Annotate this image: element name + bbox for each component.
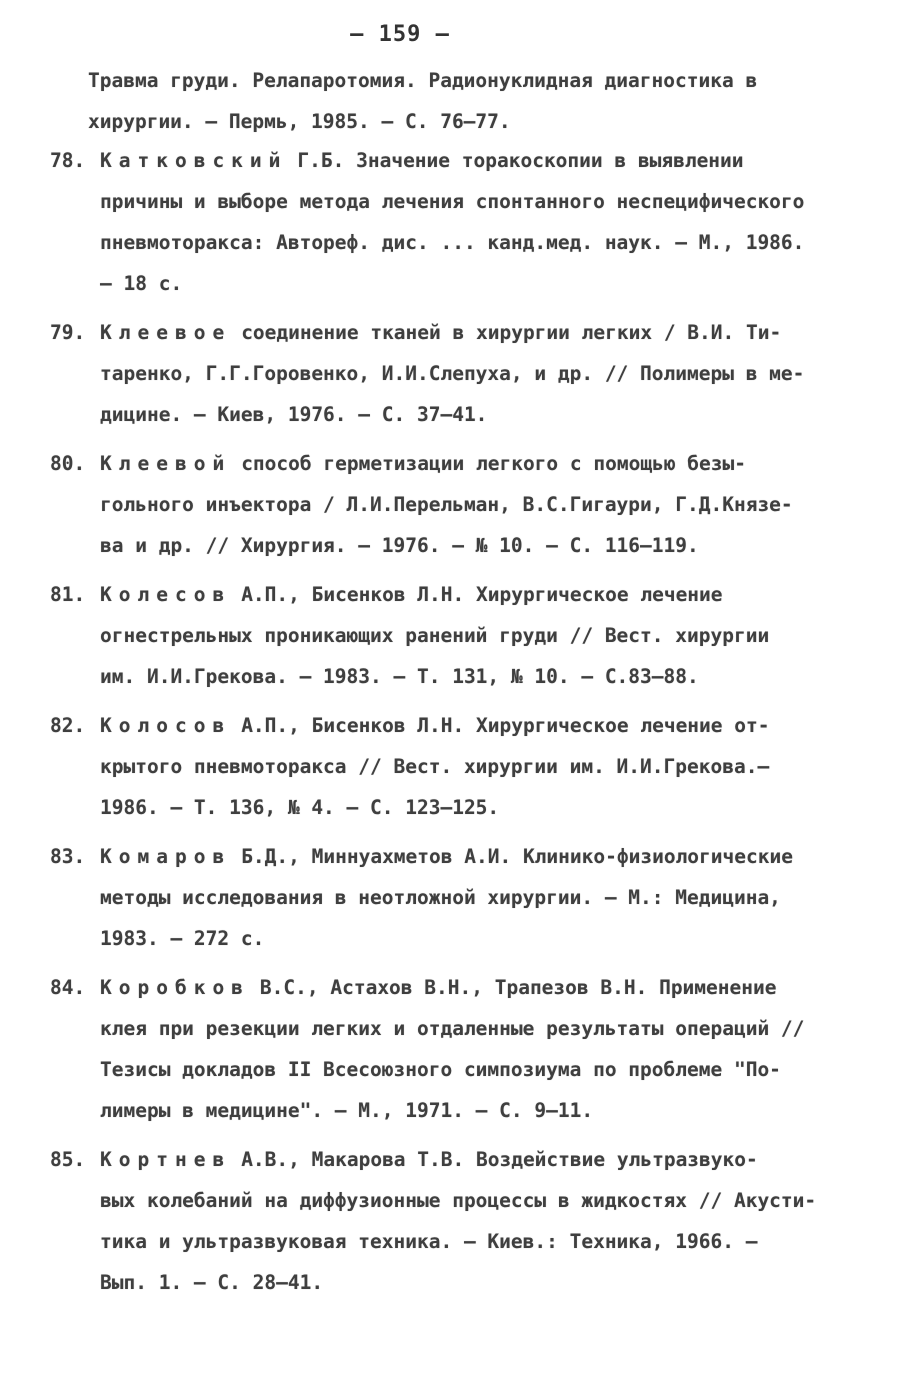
bibliography-entry xyxy=(50,705,880,828)
entry-text: способ герметизации легкого с помощью безы- xyxy=(241,452,747,475)
entry-number: 79. xyxy=(50,321,86,344)
bibliography-entry xyxy=(50,312,880,435)
continuation-block xyxy=(88,60,878,142)
entry-line: пневмоторакса: Автореф. дис. ... канд.мед. наук. – М., 1986. xyxy=(100,231,805,254)
entry-line: крытого пневмоторакса // Вест. хирургии им. И.И.Грекова.– xyxy=(100,755,770,778)
entry-text: А.П., Бисенков Л.Н. Хирургическое лечение xyxy=(241,583,723,606)
bibliography-entry xyxy=(50,140,880,304)
entry-first-line xyxy=(50,836,880,877)
entry-text: В.С., Астахов В.Н., Трапезов В.Н. Применение xyxy=(259,976,777,999)
entry-first-line xyxy=(50,140,880,181)
entry-first-line xyxy=(50,967,880,1008)
entry-author: Колосов xyxy=(100,714,232,737)
entry-first-line xyxy=(50,312,880,353)
continuation-line: хирургии. – Пермь, 1985. – С. 76–77. xyxy=(88,110,511,133)
entry-text: Б.Д., Миннуахметов А.И. Клинико-физиологические xyxy=(241,845,793,868)
entry-first-line xyxy=(50,574,880,615)
entry-line: дицине. – Киев, 1976. – С. 37–41. xyxy=(100,403,488,426)
entry-line: вых колебаний на диффузионные процессы в жидкостях // Акусти- xyxy=(100,1189,817,1212)
entry-first-line xyxy=(50,443,880,484)
entry-number: 82. xyxy=(50,714,86,737)
entry-line: 1986. – Т. 136, № 4. – С. 123–125. xyxy=(100,796,500,819)
entry-number: 78. xyxy=(50,149,86,172)
bibliography-entry xyxy=(50,443,880,566)
entry-line: лимеры в медицине". – М., 1971. – С. 9–11. xyxy=(100,1099,594,1122)
entry-line: огнестрельных проникающих ранений груди // Вест. хирургии xyxy=(100,624,770,647)
entry-author: Катковский xyxy=(100,149,288,172)
entry-line: им. И.И.Грекова. – 1983. – Т. 131, № 10. – С.83–88. xyxy=(100,665,699,688)
bibliography-entry xyxy=(50,967,880,1131)
entry-text: Г.Б. Значение торакоскопии в выявлении xyxy=(297,149,744,172)
entry-line: 1983. – 272 с. xyxy=(100,927,265,950)
entry-number: 80. xyxy=(50,452,86,475)
entry-first-line xyxy=(50,1139,880,1180)
entry-number: 84. xyxy=(50,976,86,999)
entry-line: таренко, Г.Г.Горовенко, И.И.Слепуха, и др. // Полимеры в ме- xyxy=(100,362,805,385)
entry-line: – 18 с. xyxy=(100,272,183,295)
entry-text: соединение тканей в хирургии легких / В.И. Ти- xyxy=(241,321,782,344)
page-number: – 159 – xyxy=(350,22,450,47)
entry-author: Колесов xyxy=(100,583,232,606)
entry-line: Тезисы докладов II Всесоюзного симпозиума по проблеме "По- xyxy=(100,1058,781,1081)
continuation-line: Травма груди. Релапаротомия. Радионуклидная диагностика в xyxy=(88,69,758,92)
entry-line: ва и др. // Хирургия. – 1976. – № 10. – С. 116–119. xyxy=(100,534,699,557)
entry-first-line xyxy=(50,705,880,746)
entry-number: 81. xyxy=(50,583,86,606)
entry-text: А.П., Бисенков Л.Н. Хирургическое лечение от- xyxy=(241,714,770,737)
entry-line: гольного инъектора / Л.И.Перельман, В.С.Гигаури, Г.Д.Князе- xyxy=(100,493,793,516)
bibliography-entry xyxy=(50,836,880,959)
entry-number: 85. xyxy=(50,1148,86,1171)
entry-line: методы исследования в неотложной хирургии. – М.: Медицина, xyxy=(100,886,781,909)
entry-author: Клеевое xyxy=(100,321,232,344)
entry-author: Кортнев xyxy=(100,1148,232,1171)
entry-author: Коробков xyxy=(100,976,250,999)
entry-line: причины и выборе метода лечения спонтанного неспецифического xyxy=(100,190,805,213)
entry-author: Клеевой xyxy=(100,452,232,475)
entry-author: Комаров xyxy=(100,845,232,868)
bibliography-entry xyxy=(50,574,880,697)
bibliography-entry xyxy=(50,1139,880,1303)
entry-line: Вып. 1. – С. 28–41. xyxy=(100,1271,324,1294)
bibliography-list xyxy=(50,140,880,1311)
entry-number: 83. xyxy=(50,845,86,868)
entry-line: клея при резекции легких и отдаленные результаты операций // xyxy=(100,1017,805,1040)
entry-line: тика и ультразвуковая техника. – Киев.: Техника, 1966. – xyxy=(100,1230,758,1253)
entry-text: А.В., Макарова Т.В. Воздействие ультразвуко- xyxy=(241,1148,758,1171)
